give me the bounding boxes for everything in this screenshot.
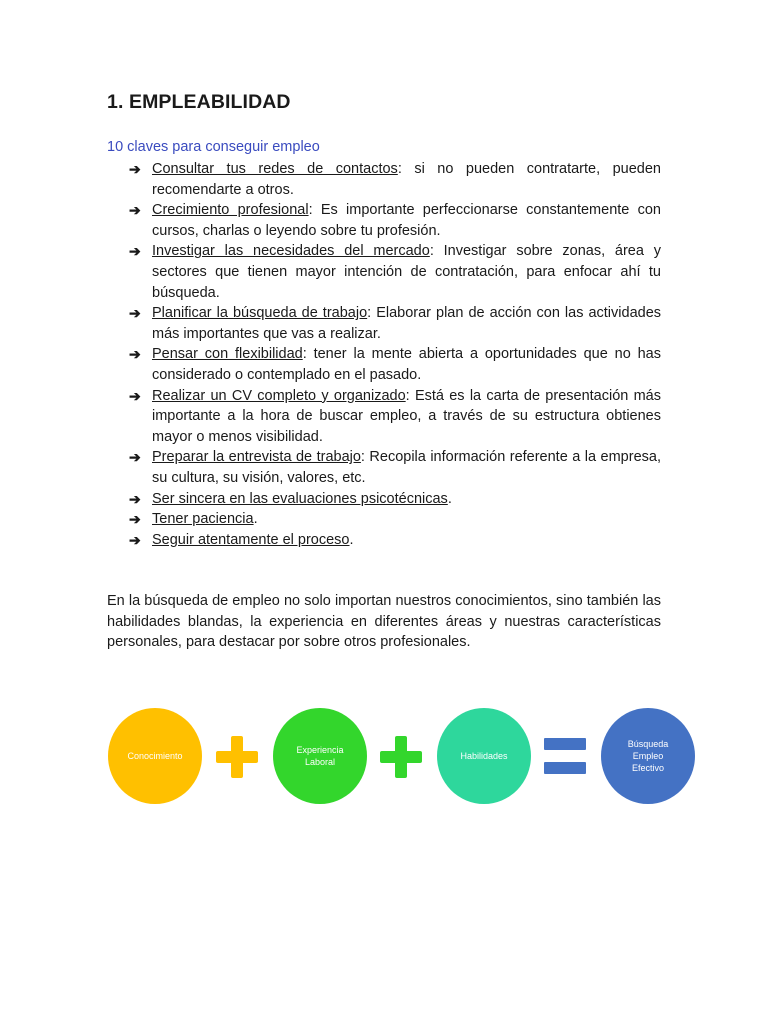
key-term: Ser sincera en las evaluaciones psicotécnicas xyxy=(152,490,448,507)
list-item xyxy=(129,530,661,551)
arrow-right-icon: ➔ xyxy=(129,449,141,466)
list-item xyxy=(129,241,661,303)
equals-bar-top xyxy=(544,738,586,750)
key-term: Crecimiento profesional xyxy=(152,202,309,219)
key-description: . xyxy=(447,490,452,507)
circle-label: Conocimiento xyxy=(127,751,183,761)
key-term: Planificar la búsqueda de trabajo xyxy=(152,305,368,322)
key-description: : si no pueden contratarte, pueden recomendarte a otros. xyxy=(152,161,661,198)
key-description: : Investigar sobre zonas, área y sectores que tienen mayor intención de contratación, para enfocar ahí tu búsqueda. xyxy=(152,243,661,301)
arrow-right-icon: ➔ xyxy=(129,531,141,548)
list-item xyxy=(129,509,661,530)
arrow-right-icon: ➔ xyxy=(129,346,141,363)
list-item xyxy=(129,303,661,344)
list-item xyxy=(129,447,661,488)
circle-label: Experiencia Laboral xyxy=(296,745,344,767)
key-description: . xyxy=(253,511,258,528)
equals-bar-bottom xyxy=(544,762,586,774)
key-description: : Elaborar plan de acción con las actividades más importantes que vas a realizar. xyxy=(152,305,662,342)
list-item xyxy=(129,386,661,448)
plus-bar-vertical xyxy=(395,736,407,778)
circle-experiencia-laboral xyxy=(273,708,367,804)
arrow-right-icon: ➔ xyxy=(129,161,141,177)
list-item xyxy=(129,200,661,241)
arrow-right-icon: ➔ xyxy=(129,490,141,507)
plus-icon xyxy=(380,736,422,778)
key-term: Investigar las necesidades del mercado xyxy=(152,243,430,260)
list-item xyxy=(129,159,661,200)
key-description: . xyxy=(349,531,354,548)
circle-busqueda-empleo-efectivo xyxy=(601,708,695,804)
employment-equation-diagram xyxy=(0,700,768,820)
key-term: Preparar la entrevista de trabajo xyxy=(152,449,361,466)
arrow-right-icon: ➔ xyxy=(129,202,141,219)
page-title: 1. EMPLEABILIDAD xyxy=(107,91,291,113)
list-item xyxy=(129,489,661,510)
arrow-right-icon: ➔ xyxy=(129,305,141,322)
circle-habilidades xyxy=(437,708,531,804)
keys-list xyxy=(129,159,661,550)
arrow-right-icon: ➔ xyxy=(129,243,141,260)
key-term: Tener paciencia xyxy=(152,511,254,528)
arrow-right-icon: ➔ xyxy=(129,511,141,528)
key-description: : Es importante perfeccionarse constantemente con cursos, charlas o leyendo sobre tu profesión. xyxy=(152,202,661,239)
arrow-right-icon: ➔ xyxy=(129,387,141,404)
plus-bar-vertical xyxy=(231,736,243,778)
key-term: Seguir atentamente el proceso xyxy=(152,531,350,548)
key-term: Pensar con flexibilidad xyxy=(152,346,303,363)
circle-label: Habilidades xyxy=(460,751,508,761)
section-subtitle: 10 claves para conseguir empleo xyxy=(107,139,320,155)
key-description: : tener la mente abierta a oportunidades que no has considerado o contemplado en el pasado. xyxy=(152,346,661,383)
plus-icon xyxy=(216,736,258,778)
key-description: : Está es la carta de presentación más importante a la hora de buscar empleo, a través de su estructura obtienes mayor o menos visibilidad. xyxy=(152,387,661,445)
equals-icon xyxy=(544,738,586,774)
key-description: : Recopila información referente a la empresa, su cultura, su visión, valores, etc. xyxy=(152,449,661,486)
circle-label: Búsqueda Empleo Efectivo xyxy=(627,739,669,773)
list-item xyxy=(129,344,661,385)
circle-conocimiento xyxy=(108,708,202,804)
body-paragraph: En la búsqueda de empleo no solo importan nuestros conocimientos, sino también las habilidades blandas, la experiencia en diferentes áreas y nuestras características personales, para destacar por sobre otros profesionales. xyxy=(107,593,661,651)
key-term: Consultar tus redes de contactos xyxy=(152,161,398,177)
key-term: Realizar un CV completo y organizado xyxy=(152,387,406,404)
